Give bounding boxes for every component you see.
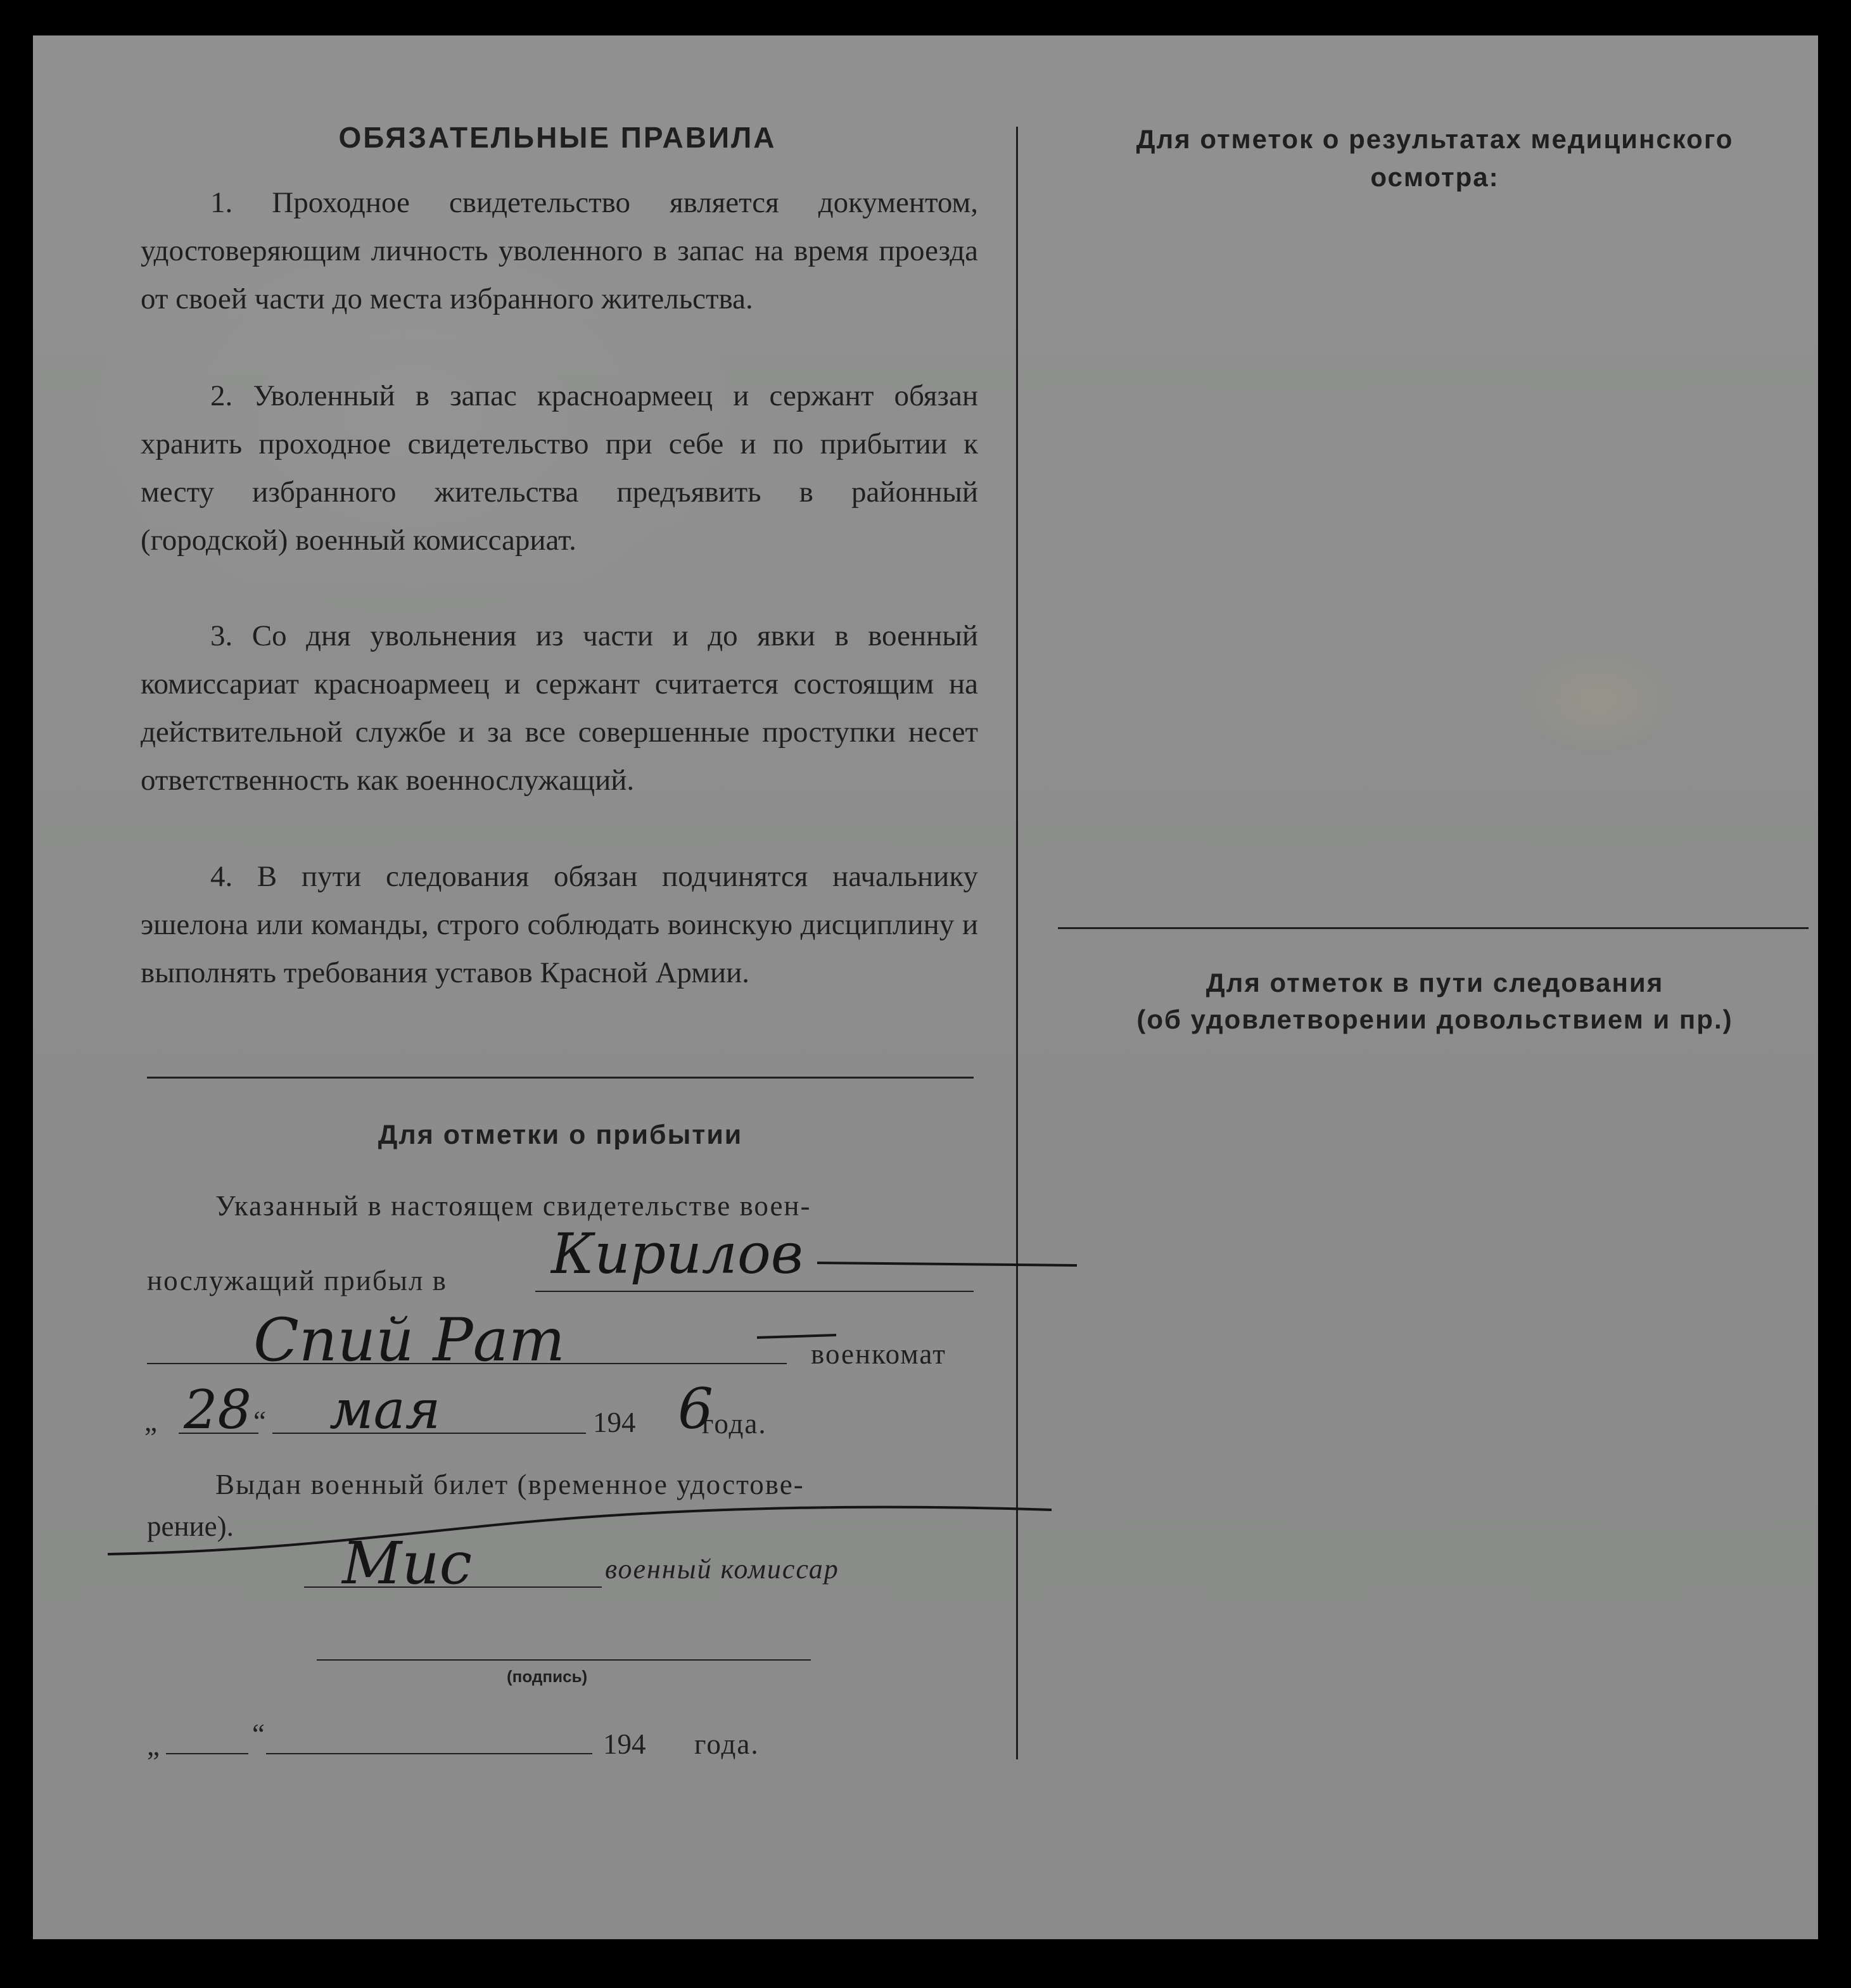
bottom-quote-close: “ bbox=[252, 1718, 265, 1750]
date-suffix: года. bbox=[702, 1408, 767, 1440]
route-heading-line-1: Для отметок в пути следования bbox=[1205, 968, 1664, 997]
handwritten-month: мая bbox=[329, 1379, 441, 1441]
rule-1-text: 1. Проходное свидетельство является документом, удостоверяющим личность уволенного в запас на время проезда от своей части до места избранного жительства. bbox=[141, 186, 978, 315]
signature-stroke-line bbox=[108, 1507, 1052, 1554]
handwritten-signature: Мис bbox=[342, 1529, 472, 1597]
date-year-prefix: 194 bbox=[593, 1407, 636, 1438]
handwritten-place: Кирилов bbox=[551, 1221, 804, 1286]
medical-heading-line-2: осмотра: bbox=[1370, 162, 1499, 192]
bottom-date-suffix: года. bbox=[694, 1728, 760, 1760]
arrival-line-1: Указанный в настоящем свидетельстве воен- bbox=[215, 1190, 811, 1222]
place-strike-line bbox=[817, 1263, 1077, 1265]
rule-2-text: 2. Уволенный в запас красноармеец и сержант обязан хранить проходное свидетельство при себе и по прибытии к месту избранного жительства предъявить в районный (городской) военный комиссариат. bbox=[141, 379, 978, 557]
route-heading-line-2: (об удовлетворении довольствием и пр.) bbox=[1136, 1004, 1733, 1034]
date-quote-close: “ bbox=[253, 1405, 266, 1437]
rules-title: ОБЯЗАТЕЛЬНЫЕ ПРАВИЛА bbox=[338, 121, 777, 154]
handwritten-day: 28 bbox=[184, 1379, 251, 1441]
commissar-label: военный комиссар bbox=[605, 1554, 839, 1585]
military-office-label: военкомат bbox=[811, 1338, 946, 1370]
medical-heading-line-1: Для отметок о результатах медицинского bbox=[1136, 124, 1734, 154]
bottom-quote-open: „ bbox=[147, 1730, 160, 1761]
rule-3-text: 3. Со дня увольнения из части и до явки в военный комиссариат красноармеец и сержант считается состоящим на действительной службе и за все совершенные проступки несет ответственность как военнослужащий. bbox=[141, 619, 978, 797]
arrival-line-6: рение). bbox=[147, 1510, 234, 1542]
rule-4-text: 4. В пути следования обязан подчинятся начальнику эшелона или команды, строго соблюдать воинскую дисциплину и выполнять требования уставов Красной Армии. bbox=[141, 860, 978, 989]
bottom-year-prefix: 194 bbox=[603, 1728, 646, 1760]
arrival-heading: Для отметки о прибытии bbox=[378, 1120, 743, 1150]
arrival-line-5: Выдан военный билет (временное удостове- bbox=[215, 1469, 805, 1500]
handwritten-year-digit: 6 bbox=[678, 1376, 713, 1441]
region-dash bbox=[757, 1335, 836, 1338]
arrival-line-2: нослужащий прибыл в bbox=[147, 1265, 447, 1296]
date-quote-open: „ bbox=[144, 1405, 157, 1437]
handwritten-region: Спий Рат bbox=[253, 1306, 565, 1375]
signature-caption: (подпись) bbox=[507, 1667, 588, 1686]
